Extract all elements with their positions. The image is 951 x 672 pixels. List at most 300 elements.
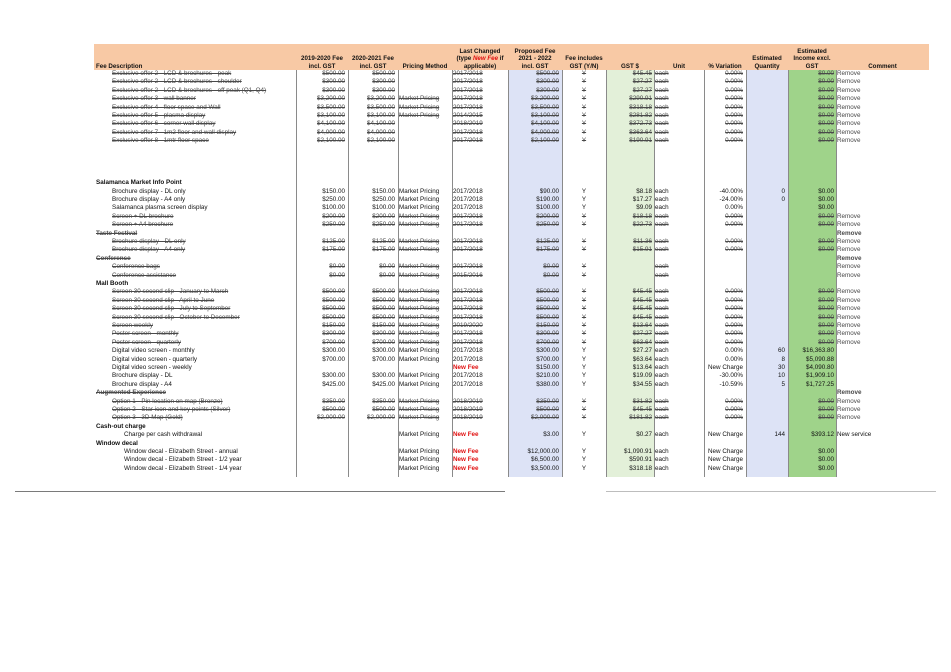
header-proposed-fee: Proposed Fee 2021 - 2022 incl. GST [514,47,556,70]
cell-f19: $500.00 [322,296,345,304]
cell-lc: New Fee [453,364,479,371]
cell-lc: 2017/2018 [453,212,483,220]
cell-pf: $3.00 [543,431,559,439]
table-row [94,137,929,145]
cell-f20: $500.00 [372,296,395,304]
cell-lc: 2017/2018 [453,338,483,346]
cell-yn: Y [581,347,587,355]
cell-pf: $250.00 [536,221,559,229]
cell-pf: $380.00 [536,380,559,388]
cell-pf: $3,500.00 [530,103,559,111]
cell-yn: Y [581,380,587,388]
cell-lc: 2015/2016 [453,271,483,279]
cell-pf: $2,000.00 [530,414,559,422]
cell-com: Remove [837,271,861,279]
cell-f20: $0.00 [379,263,395,271]
cell-inc: $0.00 [818,313,834,321]
cell-gst: $45.45 [632,313,652,321]
cell-lc: 2018/2019 [453,406,483,413]
cell-lc: 2017/2018 [453,95,483,103]
cell-lc: 2017/2018 [453,380,483,388]
cell-com: Remove [837,296,861,304]
table-row [94,305,929,313]
cell-lc: 2017/2018 [453,103,483,111]
table-row [94,414,929,422]
cell-qty: 60 [777,347,785,355]
cell-desc: Exclusive offer 2 - LCD & brochures - shoulder [112,78,242,86]
table-row [94,104,929,112]
header-fee-includes-gst: Fee includes GST (Y/N) [565,55,603,70]
cell-gst: $18.18 [632,212,652,220]
header-fee-description: Fee Description [96,62,143,70]
cell-pf: $90.00 [539,187,559,195]
table-row [94,154,929,162]
cell-yn: Y [581,355,587,363]
cell-yn: Y [581,322,587,329]
cell-desc: Exclusive offer 8 - 1mtr floor space [112,137,209,145]
table-row [94,431,929,439]
cell-gst: $590.91 [629,456,652,464]
cell-desc: Window decal [96,439,138,447]
cell-qty: 10 [777,372,785,380]
cell-pm: Market Pricing [399,238,440,245]
cell-pf: $190.00 [536,196,559,203]
cell-pf: $210.00 [536,372,559,380]
cell-var: 0.00% [725,338,743,346]
cell-pf: $4,100.00 [530,120,559,128]
cell-gst: $13.64 [632,364,652,371]
cell-unit: each [655,347,669,355]
cell-f19: $4,000.00 [316,128,345,136]
cell-com: New service [837,431,872,439]
cell-desc: Exclusive offer 5 - plasma display [112,112,206,119]
cell-pf: $500.00 [536,406,559,413]
cell-unit: each [655,464,669,472]
cell-pm: Market Pricing [399,246,440,254]
cell-com: Remove [837,389,862,397]
cell-yn: Y [581,372,587,380]
cell-gst: $0.27 [636,431,652,439]
table-row [94,456,929,464]
cell-qty: 5 [781,380,785,388]
cell-yn: Y [581,296,587,304]
cell-desc: Exclusive offer 2 - LCD & brochures - peak [112,70,232,77]
cell-f19: $150.00 [322,187,345,195]
cell-lc: 2017/2018 [453,355,483,363]
cell-f19: $250.00 [322,221,345,229]
cell-unit: each [655,196,669,203]
cell-com: Remove [837,246,861,254]
cell-f20: $3,200.00 [366,95,395,103]
cell-yn: Y [581,313,587,321]
cell-var: 0.00% [725,322,743,329]
cell-pm: Market Pricing [399,330,440,338]
table-row [94,272,929,280]
cell-inc: $0.00 [818,112,834,119]
cell-pf: $0.00 [543,271,559,279]
cell-pm: Market Pricing [399,95,440,103]
cell-pf: $150.00 [536,364,559,371]
cell-f19: $2,100.00 [316,137,345,145]
cell-var: 0.00% [725,406,743,413]
cell-qty: 0 [781,196,785,203]
cell-pm: Market Pricing [399,212,440,220]
cell-gst: $27.27 [632,86,652,94]
cell-lc: 2017/2018 [453,313,483,321]
cell-yn: Y [581,305,587,313]
cell-unit: each [655,263,669,271]
table-row [94,330,929,338]
cell-com: Remove [837,128,861,136]
cell-f20: $425.00 [372,380,395,388]
cell-pm: Market Pricing [399,414,440,422]
cell-gst: $318.18 [629,464,652,472]
cell-lc: 2017/2018 [453,196,483,203]
cell-f19: $100.00 [322,204,345,212]
cell-inc: $0.00 [818,296,834,304]
cell-f19: $300.00 [322,78,345,86]
table-row [94,263,929,271]
cell-f19: $0.00 [329,263,345,271]
cell-yn: Y [581,464,587,472]
cell-unit: each [655,364,669,371]
cell-yn: Y [581,187,587,195]
cell-var: 0.00% [725,103,743,111]
cell-pm: Market Pricing [399,313,440,321]
cell-desc: Exclusive offer 7 - 1m2 floor and wall display [112,128,237,136]
cell-com: Remove [837,406,861,413]
cell-pm: Market Pricing [399,187,440,195]
cell-yn: Y [581,246,587,254]
cell-f19: $300.00 [322,372,345,380]
cell-f19: $300.00 [322,86,345,94]
cell-unit: each [655,305,669,313]
cell-desc: Poster screen - monthly [112,330,179,338]
cell-desc: Brochure display - A4 [112,380,172,388]
cell-inc: $0.00 [818,95,834,103]
cell-pm: Market Pricing [399,112,440,119]
cell-pm: Market Pricing [399,296,440,304]
header-last-changed: Last Changed (type New Fee if applicable) [456,47,504,70]
cell-pm: Market Pricing [399,355,440,363]
cell-inc: $0.00 [818,204,834,212]
cell-com: Remove [837,95,861,103]
table-row [94,95,929,103]
cell-inc: $0.00 [818,103,834,111]
cell-desc: Window decal - Elizabeth Street - annual [124,448,238,455]
cell-com: Remove [837,313,861,321]
cell-unit: each [655,137,669,145]
cell-pm: Market Pricing [399,196,440,203]
cell-gst: $45.45 [632,70,652,77]
cell-yn: Y [581,128,587,136]
table-row [94,356,929,364]
cell-yn: Y [581,196,587,203]
cell-lc: 2017/2018 [453,86,483,94]
cell-gst: $45.45 [632,296,652,304]
cell-yn: Y [581,414,587,422]
cell-lc: 2018/2019 [453,120,483,128]
cell-pf: $4,000.00 [530,128,559,136]
header-unit: Unit [672,62,686,70]
cell-pf: $100.00 [536,204,559,212]
cell-inc: $393.12 [811,431,834,439]
cell-var: New Charge [708,431,743,439]
cell-com: Remove [837,330,861,338]
cell-inc: $0.00 [818,187,834,195]
cell-f19: $200.00 [322,212,345,220]
cell-yn: Y [581,330,587,338]
cell-gst: $15.91 [632,246,652,254]
table-row [94,87,929,95]
header-fee-2020-2021: 2020-2021 Fee incl. GST [352,55,394,70]
cell-var: -10.59% [719,380,743,388]
cell-gst: $11.36 [633,238,652,245]
cell-unit: each [655,296,669,304]
cell-lc: 2017/2018 [453,372,483,380]
cell-unit: each [655,78,669,86]
cell-unit: each [655,86,669,94]
column-header-row [94,44,929,70]
cell-pf: $125.00 [536,238,559,245]
cell-lc: 2017/2018 [453,187,483,195]
cell-gst: $181.82 [629,414,652,422]
cell-pf: $175.00 [536,246,559,254]
cell-inc: $5,090.88 [805,355,834,363]
cell-unit: each [655,221,669,229]
cell-var: 0.00% [725,246,743,254]
cell-f20: $500.00 [372,288,395,296]
cell-pf: $0.00 [543,263,559,271]
cell-pm: Market Pricing [399,431,440,439]
cell-inc: $0.00 [818,305,834,313]
cell-f20: $150.00 [372,187,395,195]
table-row [94,398,929,406]
cell-f19: $500.00 [322,313,345,321]
cell-inc: $0.00 [818,288,834,296]
cell-f20: $300.00 [372,372,395,380]
cell-unit: each [655,448,669,455]
cell-yn: Y [581,364,587,371]
cell-unit: each [655,456,669,464]
cell-var: 0.00% [725,128,743,136]
cell-lc: 2018/2019 [453,397,483,405]
table-row [94,146,929,154]
cell-unit: each [655,95,669,103]
cell-pm: Market Pricing [399,305,440,313]
cell-f19: $500.00 [322,406,345,413]
cell-desc: Exclusive offer 2 - LCD & brochures - off peak (Q1, Q4) [112,86,267,94]
cell-var: 0.00% [725,347,743,355]
cell-com: Remove [837,305,861,313]
cell-f20: $2,000.00 [366,414,395,422]
cell-unit: each [655,355,669,363]
cell-com: Remove [837,254,862,262]
cell-pf: $3,100.00 [530,112,559,119]
cell-desc: Option 3 - 3D Map (Gold) [112,414,183,422]
cell-com: Remove [837,221,861,229]
cell-lc: 2017/2018 [453,263,483,271]
cell-pm: Market Pricing [399,456,440,464]
cell-pf: $350.00 [536,397,559,405]
cell-qty: 8 [781,355,785,363]
table-row [94,238,929,246]
cell-gst: $31.82 [632,397,652,405]
cell-f20: $700.00 [372,338,395,346]
table-row [94,171,929,179]
cell-gst: $63.64 [632,338,652,346]
cell-com: Remove [837,70,861,77]
cell-pf: $2,100.00 [530,137,559,145]
cell-f19: $3,100.00 [316,112,345,119]
cell-pf: $3,500.00 [530,464,559,472]
cell-gst: $9.09 [636,204,652,212]
cell-lc: 2014/2015 [453,112,483,119]
cell-desc: Augmented Experience [96,389,166,397]
cell-gst: $1,090.91 [623,448,652,455]
cell-yn: Y [581,95,587,103]
cell-f20: $300.00 [372,347,395,355]
cell-unit: each [655,128,669,136]
cell-unit: each [655,288,669,296]
cell-desc: Screen 30 second clip - January to March [112,288,229,296]
cell-pf: $500.00 [536,70,559,77]
cell-pf: $300.00 [536,78,559,86]
table-row [94,246,929,254]
cell-gst: $190.91 [629,137,652,145]
cell-desc: Exclusive offer 4 - floor space and Wall [112,103,221,111]
cell-pm: Market Pricing [399,372,440,380]
cell-desc: Exclusive offer 6 - corner wall display [112,120,216,128]
cell-lc: 2018/2019 [453,414,483,422]
cell-pm: Market Pricing [399,271,440,279]
cell-gst: $17.27 [632,196,652,203]
cell-pm: Market Pricing [399,380,440,388]
cell-unit: each [655,212,669,220]
cell-yn: Y [581,288,587,296]
cell-f19: $125.00 [322,238,345,245]
cell-yn: Y [581,120,587,128]
cell-inc: $0.00 [818,128,834,136]
table-row [94,448,929,456]
cell-desc: Cash-out charge [96,422,146,430]
cell-f19: $300.00 [322,347,345,355]
cell-var: 0.00% [725,95,743,103]
cell-pf: $500.00 [536,305,559,313]
cell-f20: $250.00 [372,196,395,203]
cell-gst: $318.18 [629,103,652,111]
cell-unit: each [655,70,669,77]
cell-f20: $150.00 [372,322,395,329]
cell-desc: Conference bags [112,263,160,271]
table-row [94,196,929,204]
cell-var: 0.00% [725,305,743,313]
cell-f20: $2,100.00 [366,137,395,145]
table-row [94,120,929,128]
cell-f20: $500.00 [372,305,395,313]
cell-unit: each [655,431,669,439]
cell-unit: each [655,414,669,422]
cell-com: Remove [837,238,861,245]
cell-gst: $372.73 [629,120,652,128]
cell-var: -40.00% [719,187,743,195]
cell-var: 0.00% [725,238,743,245]
cell-unit: each [655,338,669,346]
cell-gst: $281.82 [629,112,652,119]
cell-f19: $3,500.00 [316,103,345,111]
cell-inc: $0.00 [818,338,834,346]
table-row [94,78,929,86]
cell-desc: Digital video screen - weekly [112,364,192,371]
cell-var: 0.00% [725,204,743,212]
cell-pm: Market Pricing [399,288,440,296]
cell-var: 0.00% [725,221,743,229]
section-header-row [94,179,929,187]
cell-var: 0.00% [725,112,743,119]
cell-inc: $0.00 [818,397,834,405]
cell-inc: $0.00 [818,464,834,472]
cell-pm: Market Pricing [399,448,440,455]
cell-lc: 2017/2018 [453,204,483,212]
cell-yn: Y [581,112,587,119]
cell-f19: $350.00 [322,397,345,405]
header-gst: GST $ [621,62,639,70]
header-fee-2019-2020: 2019-2020 Fee incl. GST [301,55,343,70]
cell-inc: $0.00 [818,414,834,422]
cell-unit: each [655,238,669,245]
table-row [94,129,929,137]
cell-f20: $700.00 [372,355,395,363]
cell-unit: each [655,103,669,111]
cell-desc: Conference assistance [112,271,177,279]
cell-pm: Market Pricing [399,347,440,355]
cell-desc: Digital video screen - quarterly [112,355,198,363]
cell-inc: $0.00 [818,448,834,455]
cell-gst: $8.18 [636,187,652,195]
cell-gst: $27.27 [632,347,652,355]
cell-inc: $1,727.25 [805,380,834,388]
cell-unit: each [655,313,669,321]
cell-desc: Taste Festival [96,229,138,237]
cell-desc: Salamanca Market Info Point [96,179,182,187]
cell-var: 0.00% [725,70,743,77]
cell-lc: 2017/2018 [453,288,483,296]
cell-var: New Charge [708,448,743,455]
cell-pf: $500.00 [536,296,559,304]
cell-desc: Brochure display - A4 only [112,196,186,203]
cell-yn: Y [581,221,587,229]
cell-lc: New Fee [453,431,479,439]
table-row [94,288,929,296]
cell-inc: $0.00 [818,78,834,86]
cell-yn: Y [581,397,587,405]
cell-inc: $0.00 [818,86,834,94]
table-row [94,162,929,170]
section-header-row [94,255,929,263]
cell-yn: Y [581,212,587,220]
table-row [94,188,929,196]
cell-f19: $300.00 [322,330,345,338]
cell-gst: $45.45 [632,288,652,296]
cell-f19: $700.00 [322,338,345,346]
cell-var: New Charge [708,456,743,464]
cell-com: Remove [837,229,862,237]
cell-unit: each [655,187,669,195]
cell-f20: $3,100.00 [366,112,395,119]
table-row [94,372,929,380]
cell-pm: Market Pricing [399,103,440,111]
cell-yn: Y [581,103,587,111]
